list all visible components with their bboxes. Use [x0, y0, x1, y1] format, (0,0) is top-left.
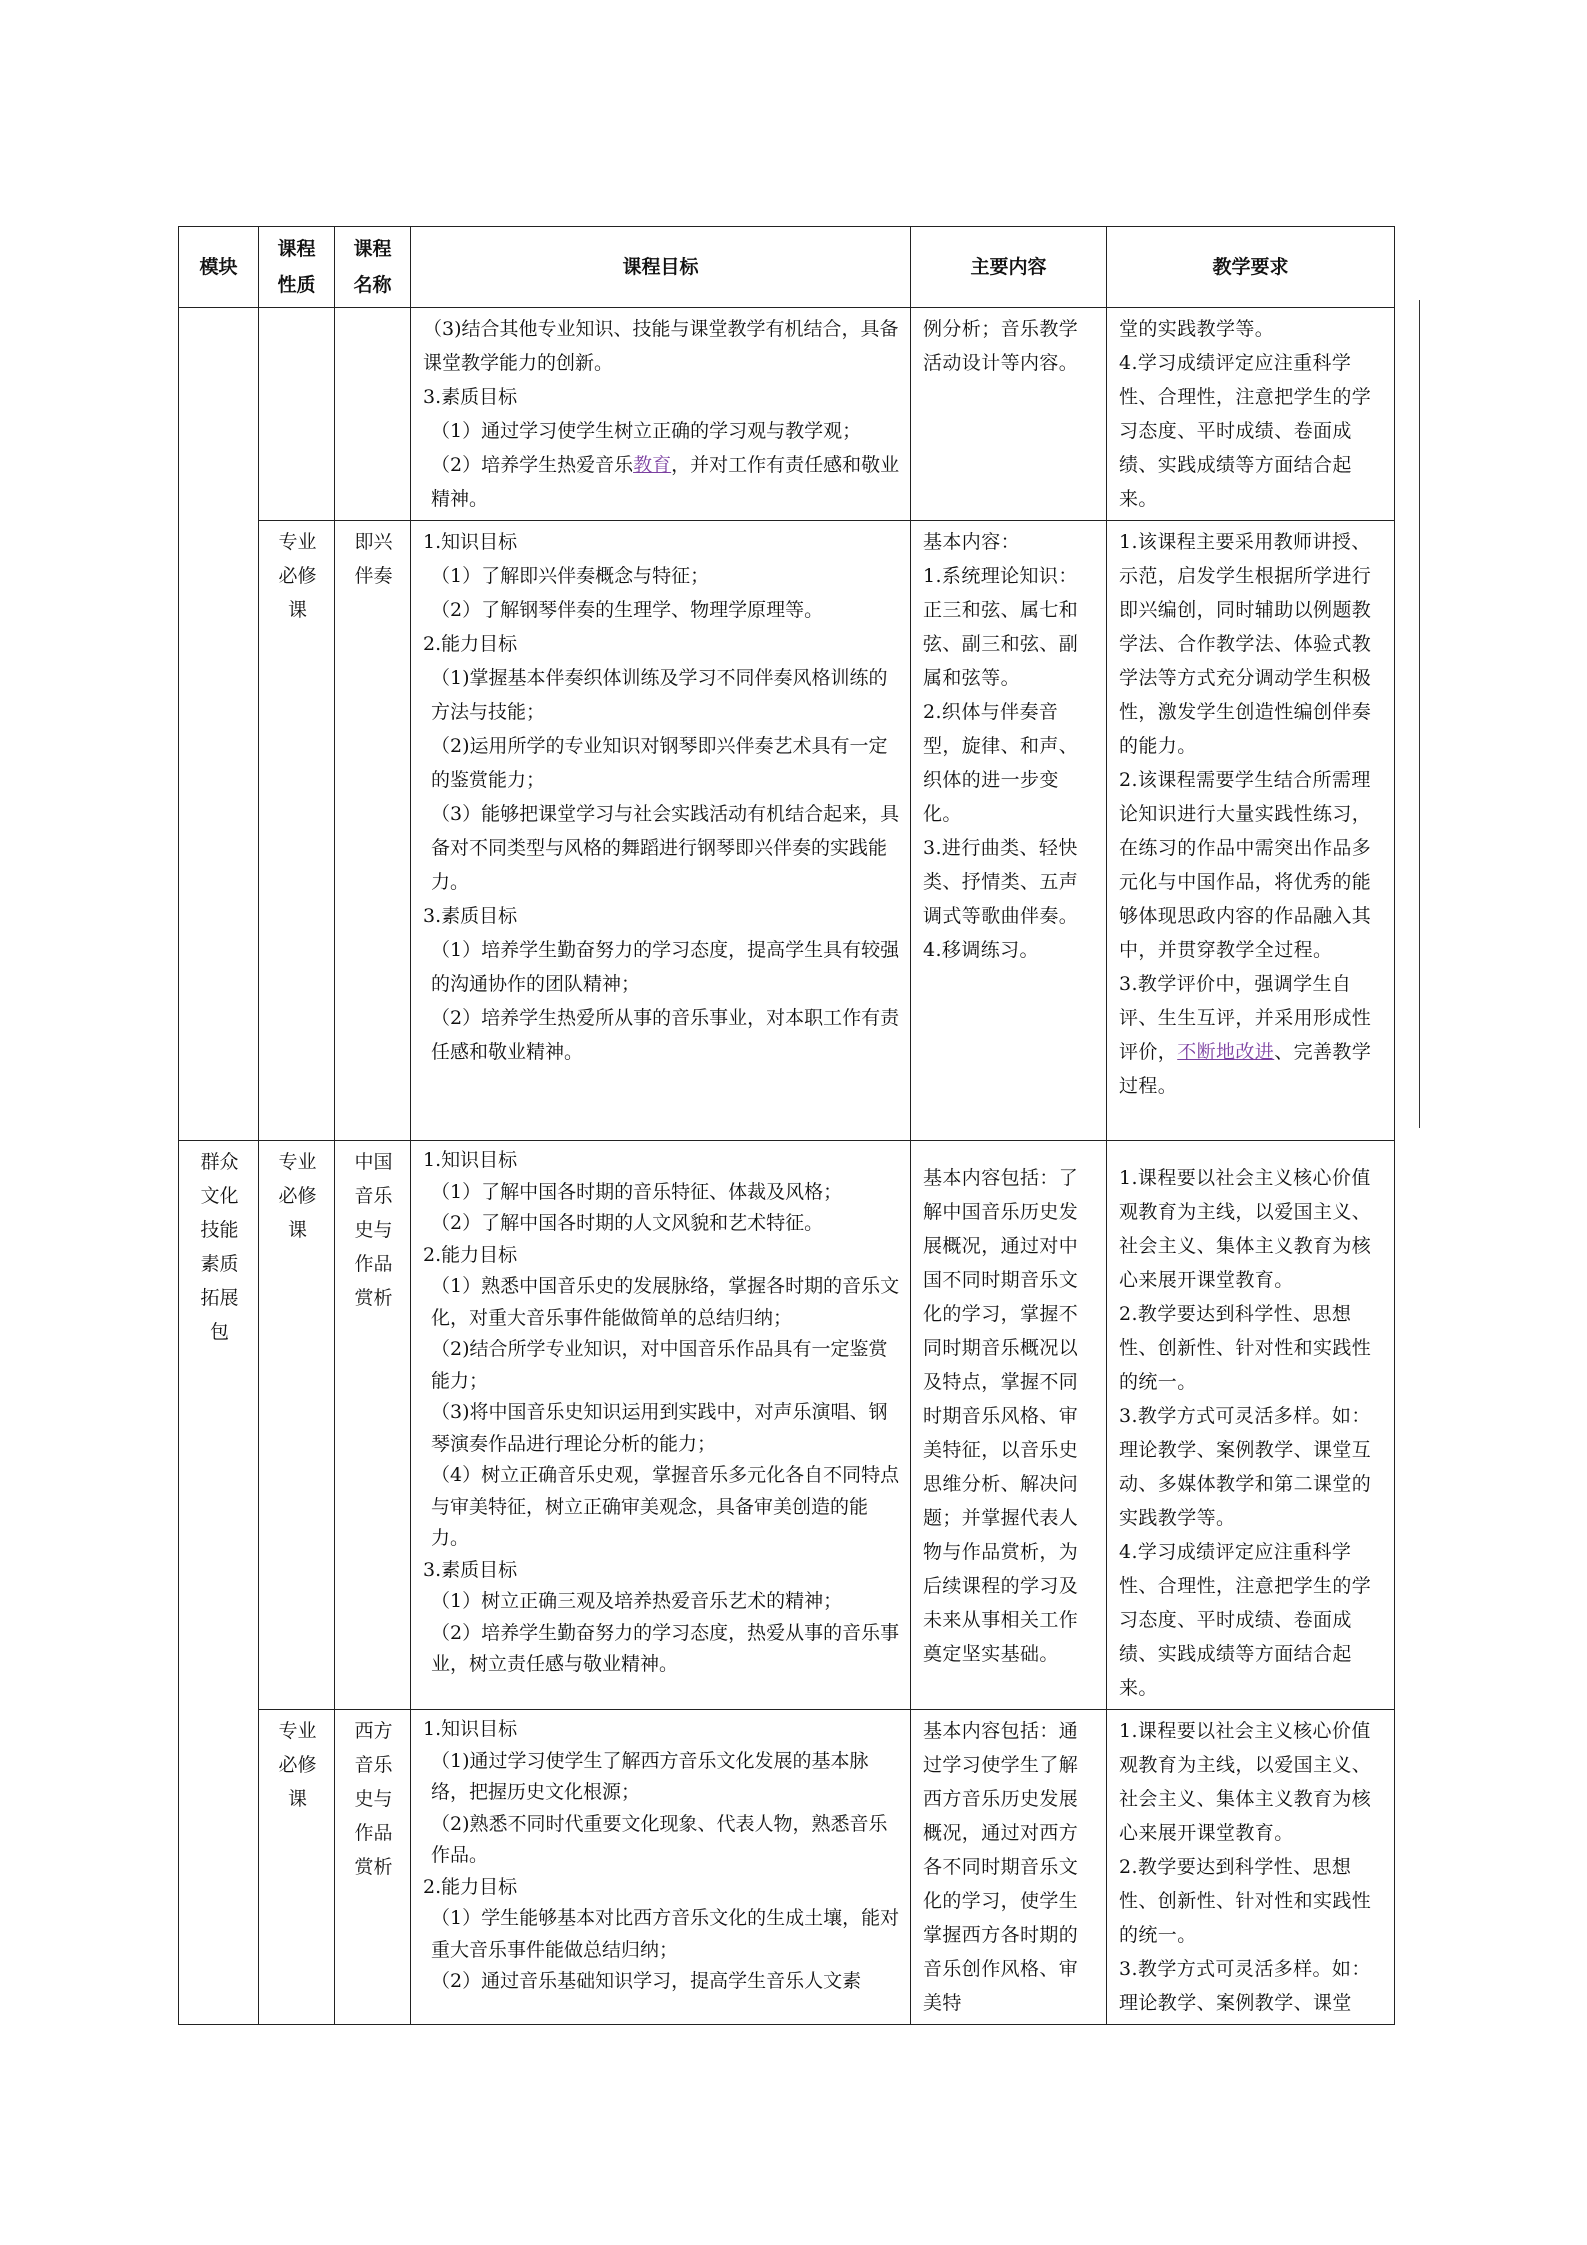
req-cell: 堂的实践教学等。 4.学习成绩评定应注重科学性、合理性，注意把学生的学习态度、平时成绩、卷面成绩、实践成绩等方面结合起来。 [1107, 308, 1395, 521]
nature-cell: 专业 必修 课 [259, 1141, 335, 1710]
name-cell [335, 308, 411, 521]
header-req: 教学要求 [1107, 227, 1395, 308]
name-cell: 西方 音乐 史与 作品 赏析 [335, 1710, 411, 2025]
header-nature: 课程 性质 [259, 227, 335, 308]
education-link[interactable]: 教育 [633, 454, 672, 476]
nature-cell: 专业 必修 课 [259, 1710, 335, 2025]
table-row [179, 1141, 1395, 1710]
nature-cell [259, 308, 335, 521]
module-cell [179, 308, 259, 1141]
goal-cell: 1.知识目标 （1)通过学习使学生了解西方音乐文化发展的基本脉络，把握历史文化根源； （2)熟悉不同时代重要文化现象、代表人物，熟悉音乐作品。 2.能力目标 （1）学生能够基本对比西方音乐文化的生成土壤，能对重大音乐事件能做总结归纳； （2）通过音乐基础知识学习，提高学生音乐人文素 [411, 1710, 911, 2025]
header-module: 模块 [179, 227, 259, 308]
table-row [179, 521, 1395, 1141]
module-cell: 群众 文化 技能 素质 拓展 包 [179, 1141, 259, 2025]
table-row [179, 1710, 1395, 2025]
content-cell: 基本内容： 1.系统理论知识：正三和弦、属七和弦、副三和弦、副属和弦等。 2.织体与伴奏音型，旋律、和声、织体的进一步变化。 3.进行曲类、轻快类、抒情类、五声调式等歌曲伴奏。 4.移调练习。 [911, 521, 1107, 1141]
course-table [178, 226, 1395, 2025]
content-cell: 基本内容包括：了解中国音乐历史发展概况，通过对中国不同时期音乐文化的学习，掌握不同时期音乐概况以及特点，掌握不同时期音乐风格、审美特征，以音乐史思维分析、解决问题；并掌握代表人物与作品赏析，为后续课程的学习及未来从事相关工作奠定坚实基础。 [911, 1141, 1107, 1710]
goal-cell: 1.知识目标 （1）了解中国各时期的音乐特征、体裁及风格； （2）了解中国各时期的人文风貌和艺术特征。 2.能力目标 （1）熟悉中国音乐史的发展脉络，掌握各时期的音乐文化，对重大音乐事件能做简单的总结归纳； （2)结合所学专业知识，对中国音乐作品具有一定鉴赏能力； （3)将中国音乐史知识运用到实践中，对声乐演唱、钢琴演奏作品进行理论分析的能力； （4）树立正确音乐史观，掌握音乐多元化各自不同特点与审美特征，树立正确审美观念，具备审美创造的能力。 3.素质目标 （1）树立正确三观及培养热爱音乐艺术的精神； （2）培养学生勤奋努力的学习态度，热爱从事的音乐事业，树立责任感与敬业精神。 [411, 1141, 911, 1710]
header-content: 主要内容 [911, 227, 1107, 308]
req-cell: 1.课程要以社会主义核心价值观教育为主线，以爱国主义、社会主义、集体主义教育为核心来展开课堂教育。 2.教学要达到科学性、思想性、创新性、针对性和实践性的统一。 3.教学方式可灵活多样。如：理论教学、案例教学、课堂 [1107, 1710, 1395, 2025]
table-row [179, 308, 1395, 521]
content-cell: 基本内容包括：通过学习使学生了解西方音乐历史发展概况，通过对西方各不同时期音乐文化的学习，使学生掌握西方各时期的音乐创作风格、审美特 [911, 1710, 1107, 2025]
margin-rule [1419, 300, 1420, 1128]
goal-cell: （3)结合其他专业知识、技能与课堂教学有机结合，具备课堂教学能力的创新。 3.素质目标 （1）通过学习使学生树立正确的学习观与教学观； （2）培养学生热爱音乐教育，并对工作有责任感和敬业精神。 [411, 308, 911, 521]
goal-cell: 1.知识目标 （1）了解即兴伴奏概念与特征； （2）了解钢琴伴奏的生理学、物理学原理等。 2.能力目标 （1)掌握基本伴奏织体训练及学习不同伴奏风格训练的方法与技能； （2)运用所学的专业知识对钢琴即兴伴奏艺术具有一定的鉴赏能力； （3）能够把课堂学习与社会实践活动有机结合起来，具备对不同类型与风格的舞蹈进行钢琴即兴伴奏的实践能力。 3.素质目标 （1）培养学生勤奋努力的学习态度，提高学生具有较强的沟通协作的团队精神； （2）培养学生热爱所从事的音乐事业，对本职工作有责任感和敬业精神。 [411, 521, 911, 1141]
document-page [178, 226, 1394, 2025]
header-row [179, 227, 1395, 308]
name-cell: 即兴 伴奏 [335, 521, 411, 1141]
name-cell: 中国 音乐 史与 作品 赏析 [335, 1141, 411, 1710]
header-goal: 课程目标 [411, 227, 911, 308]
header-name: 课程 名称 [335, 227, 411, 308]
req-cell: 1.该课程主要采用教师讲授、示范，启发学生根据所学进行即兴编创，同时辅助以例题教学法、合作教学法、体验式教学法等方式充分调动学生积极性，激发学生创造性编创伴奏的能力。 2.该课程需要学生结合所需理论知识进行大量实践性练习，在练习的作品中需突出作品多元化与中国作品，将优秀的能够体现思政内容的作品融入其中，并贯穿教学全过程。 3.教学评价中，强调学生自评、生生互评，并采用形成性评价，不断地改进、完善教学过程。 [1107, 521, 1395, 1141]
content-cell: 例分析；音乐教学活动设计等内容。 [911, 308, 1107, 521]
req-cell: 1.课程要以社会主义核心价值观教育为主线，以爱国主义、社会主义、集体主义教育为核心来展开课堂教育。 2.教学要达到科学性、思想性、创新性、针对性和实践性的统一。 3.教学方式可灵活多样。如：理论教学、案例教学、课堂互动、多媒体教学和第二课堂的实践教学等。 4.学习成绩评定应注重科学性、合理性，注意把学生的学习态度、平时成绩、卷面成绩、实践成绩等方面结合起来。 [1107, 1141, 1395, 1710]
nature-cell: 专业 必修 课 [259, 521, 335, 1141]
continuous-improvement-link[interactable]: 不断地改进 [1177, 1041, 1275, 1063]
